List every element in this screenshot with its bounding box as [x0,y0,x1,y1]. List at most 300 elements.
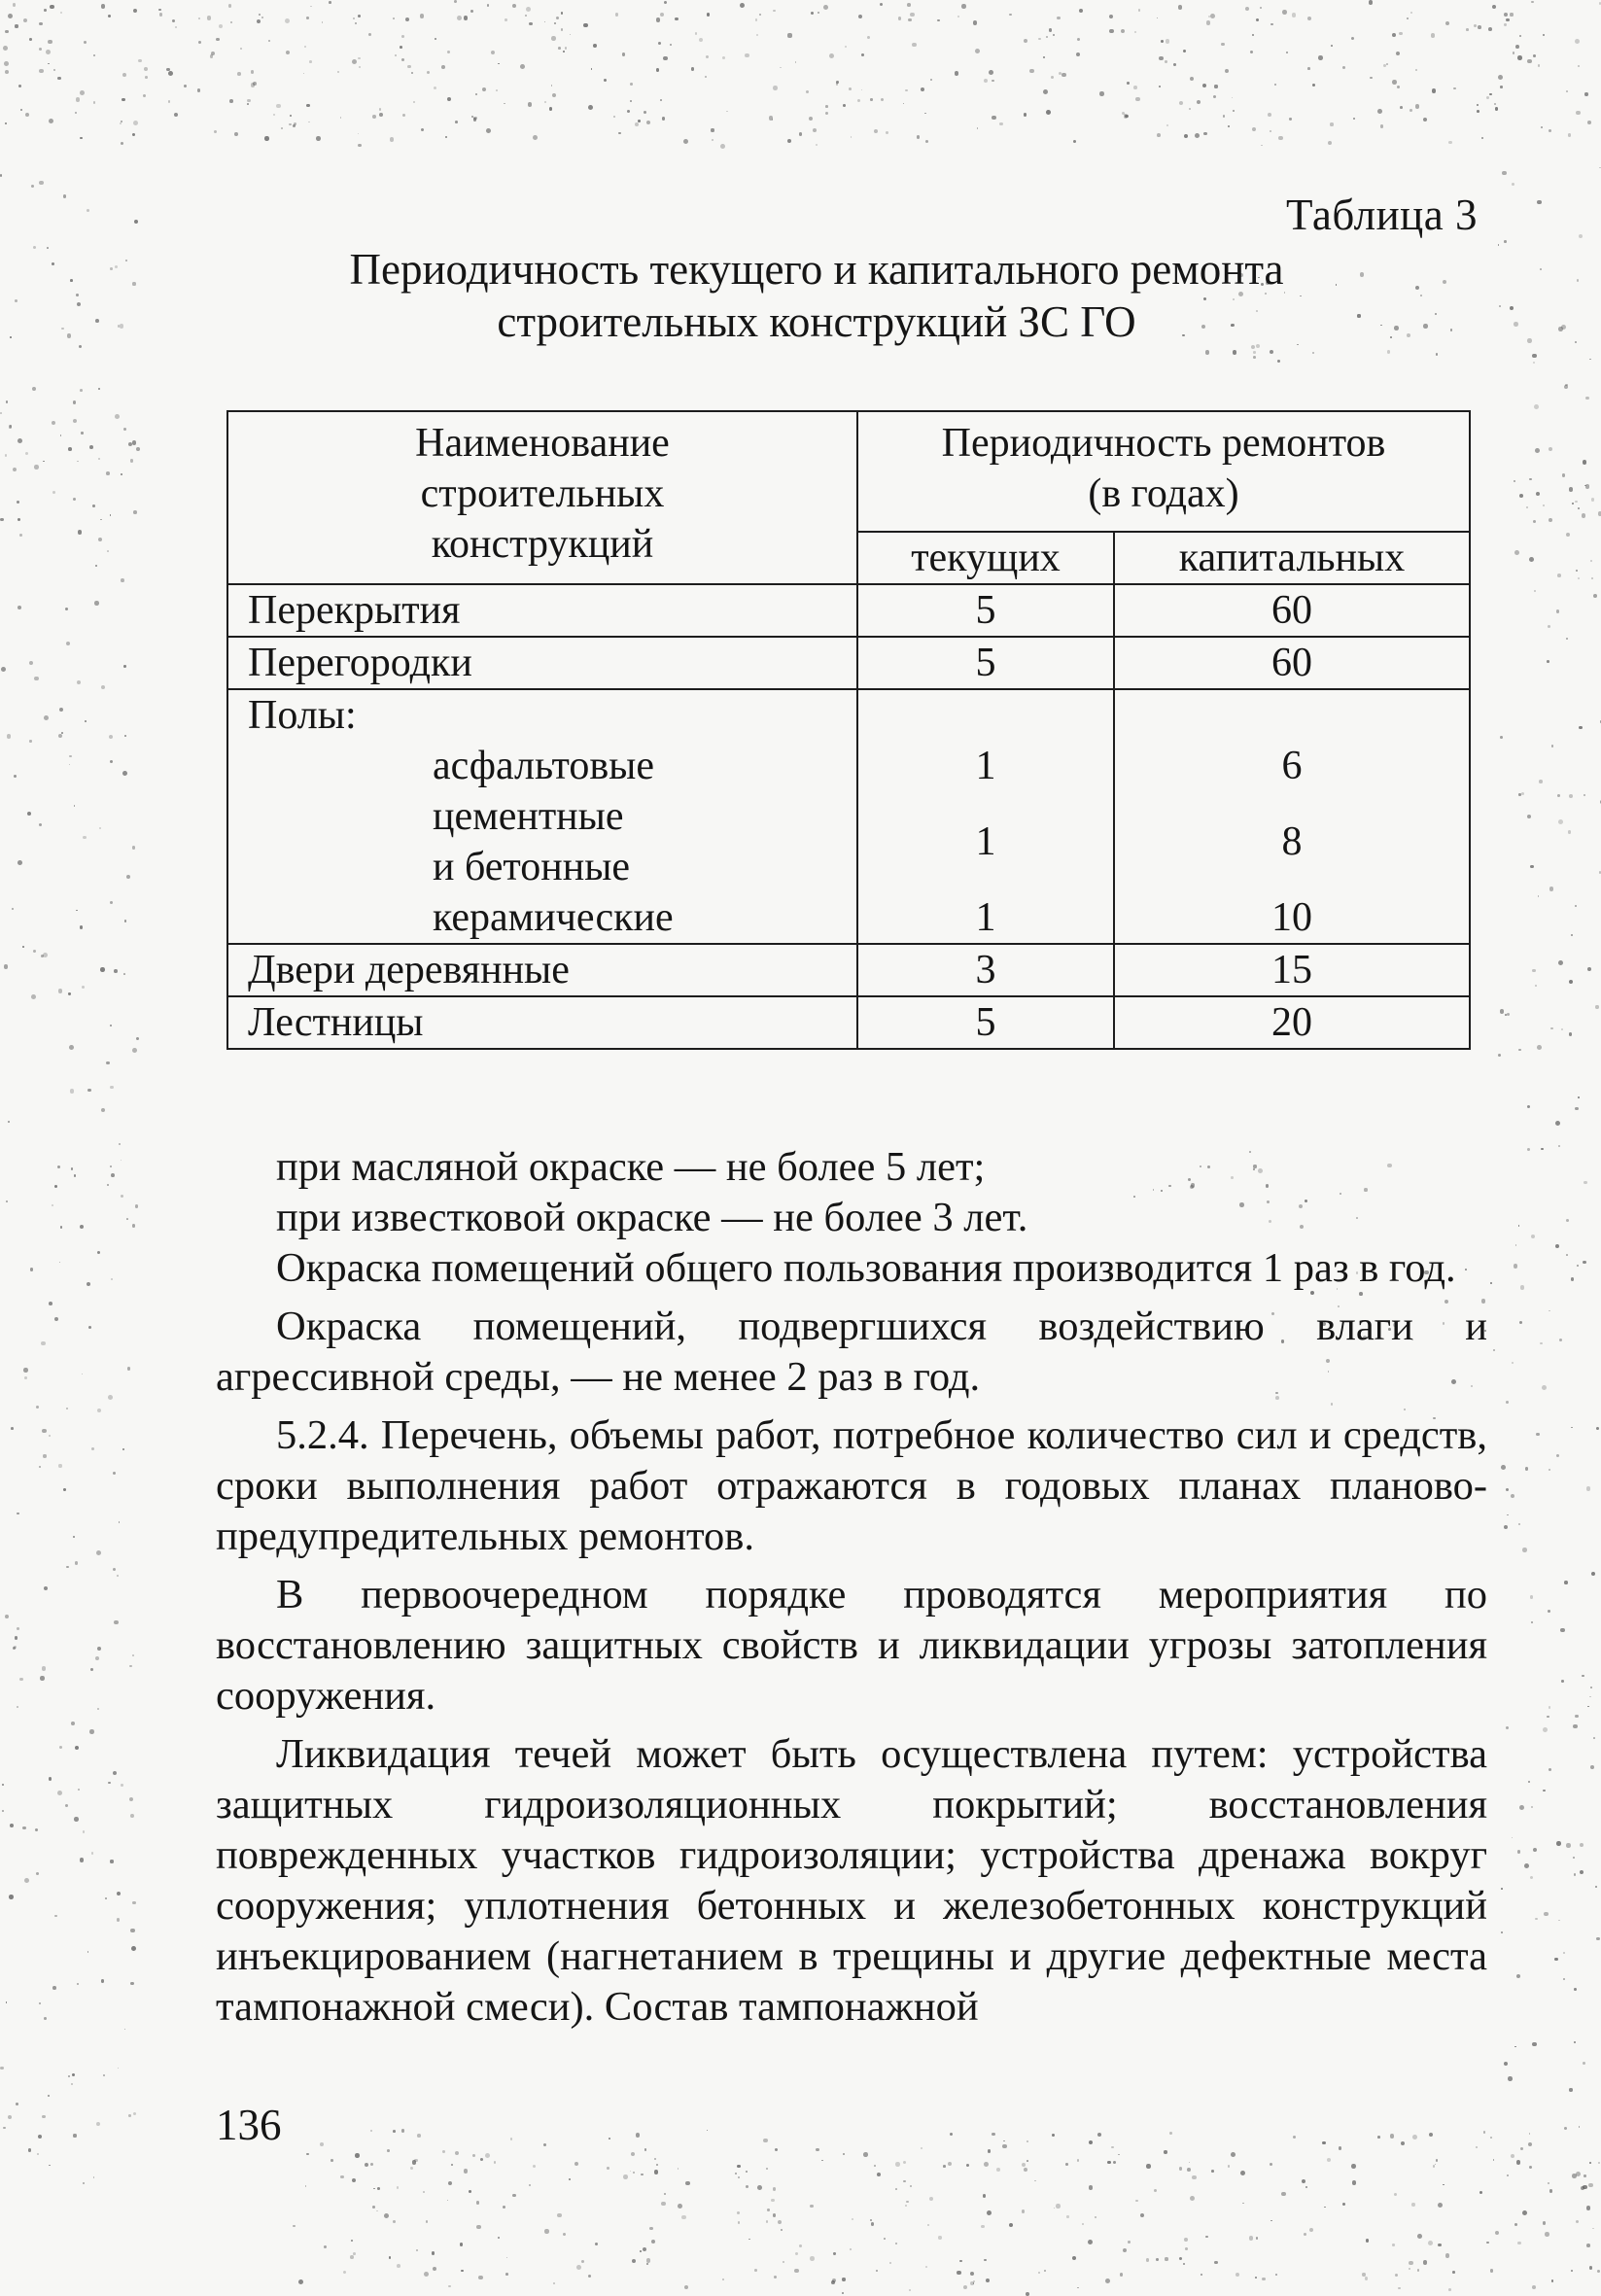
scan-speck [80,389,83,392]
scan-speck [1052,2134,1055,2137]
scan-speck [1566,1254,1568,1256]
scan-speck [907,3,911,7]
scan-speck [774,2276,778,2279]
scan-speck [33,950,36,953]
scan-speck [1537,200,1541,204]
scan-speck [1330,122,1333,125]
scan-speck [22,1826,26,1830]
scan-speck [73,2134,76,2137]
scan-speck [1407,17,1409,19]
scan-speck [996,2168,1000,2172]
scan-speck [376,2210,378,2212]
scan-speck [1590,560,1592,562]
scan-speck [8,1121,10,1123]
scan-speck [707,2130,709,2132]
scan-speck [89,445,93,449]
scan-speck [1524,1863,1529,1868]
scan-speck [5,454,8,457]
scan-speck [1587,1706,1589,1708]
row-capital: 60 [1114,637,1470,689]
scan-speck [695,32,697,34]
scan-speck [810,2256,815,2261]
scan-speck [1366,2239,1369,2242]
scan-speck [1328,141,1332,145]
scan-speck [389,2256,392,2259]
scan-speck [963,2285,967,2289]
scan-speck [1307,67,1310,70]
scan-speck [1121,29,1126,34]
scan-speck [1540,268,1542,270]
scan-speck [410,2167,413,2170]
scan-speck [823,5,828,10]
scan-speck [1569,980,1574,985]
scan-speck [83,1830,86,1833]
scan-speck [101,4,106,9]
scan-speck [1542,1385,1547,1390]
scan-speck [929,2197,933,2201]
scan-speck [423,2191,425,2193]
scan-speck [1253,356,1256,359]
floors-current: 1 1 1 [857,689,1114,944]
scan-speck [39,1466,41,1468]
scan-speck [1549,447,1552,451]
header-capital: капитальных [1114,532,1470,584]
scan-speck [1507,1514,1509,1516]
scan-speck [722,2279,724,2280]
scan-speck [1498,75,1503,80]
scan-speck [24,1878,29,1883]
scan-speck [22,946,24,948]
scan-speck [3,46,8,51]
scan-speck [372,115,376,119]
scan-speck [49,2165,51,2167]
scan-speck [1535,985,1537,987]
scan-speck [576,2265,581,2270]
scan-speck [108,1782,111,1785]
scan-speck [863,2152,867,2156]
scan-speck [908,18,911,21]
scan-speck [1312,84,1315,87]
scan-speck [528,102,533,107]
scan-speck [909,2289,911,2291]
scan-speck [87,1089,91,1093]
scan-speck [1109,15,1113,18]
scan-speck [506,2257,508,2259]
scan-speck [1500,736,1503,739]
scan-speck [678,2204,682,2209]
scan-speck [1432,88,1437,93]
scan-speck [1184,134,1188,138]
scan-speck [525,15,527,17]
scan-speck [1501,1465,1506,1470]
scan-speck [1396,52,1400,55]
scan-speck [910,2185,912,2187]
scan-speck [172,19,176,23]
scan-speck [1307,17,1311,20]
scan-speck [353,17,355,19]
scan-speck [644,2148,647,2151]
scan-speck [498,63,500,65]
scan-speck [1387,350,1391,354]
scan-speck [47,247,49,249]
scan-speck [512,4,516,8]
scan-speck [329,1,331,4]
scan-speck [219,24,223,28]
scan-speck [1312,352,1314,354]
scan-speck [1256,18,1259,21]
scan-speck [401,2129,405,2133]
scan-speck [1486,2242,1489,2244]
scan-speck [1526,506,1528,508]
scan-speck [87,1951,89,1953]
scan-speck [1529,478,1532,481]
scan-speck [498,2237,500,2239]
scan-speck [8,14,13,18]
scan-speck [1410,109,1412,112]
scan-speck [1111,2146,1114,2149]
scan-speck [1511,2154,1514,2158]
scan-speck [1286,52,1288,53]
scan-speck [95,319,99,323]
scan-speck [122,771,127,776]
scan-speck [1597,2270,1600,2273]
scan-speck [1205,350,1210,355]
scan-speck [842,2278,845,2280]
scan-speck [986,2279,990,2282]
scan-speck [131,1946,136,1951]
scan-speck [1038,2272,1040,2274]
scan-speck [70,279,73,282]
scan-speck [130,1982,134,1986]
scan-speck [75,112,77,114]
scan-speck [746,2171,748,2173]
scan-speck [447,51,450,53]
scan-speck [1529,2133,1531,2135]
scan-speck [938,2236,941,2239]
scan-speck [1423,324,1427,328]
scan-speck [1512,1837,1514,1839]
scan-speck [927,2224,929,2226]
scan-speck [992,116,996,121]
scan-speck [1146,2258,1150,2262]
scan-speck [503,2206,505,2209]
scan-speck [166,68,169,71]
scan-speck [1453,87,1456,90]
scan-speck [73,1536,75,1538]
scan-speck [1492,5,1496,9]
scan-speck [355,22,357,24]
scan-speck [1386,63,1388,65]
scan-speck [13,468,17,471]
scan-speck [39,2002,41,2004]
scan-speck [1543,34,1545,36]
scan-speck [825,112,828,115]
scan-speck [15,299,17,302]
scan-speck [1365,2277,1369,2280]
scan-speck [76,97,81,102]
scan-speck [126,1218,128,1220]
scan-speck [132,1901,135,1904]
scan-speck [17,860,22,865]
scan-speck [1252,127,1256,131]
scan-speck [646,121,651,125]
scan-speck [0,518,4,522]
scan-speck [432,2251,435,2255]
scan-speck [433,2267,436,2271]
scan-speck [122,73,126,77]
scan-speck [766,2220,769,2223]
scan-speck [1548,1610,1550,1613]
scan-speck [1533,54,1536,57]
scan-speck [1231,2152,1236,2157]
scan-speck [273,114,275,116]
scan-speck [561,28,563,30]
scan-speck [97,1251,100,1254]
scan-speck [1331,45,1333,47]
scan-speck [1517,55,1522,60]
scan-speck [92,504,95,507]
scan-speck [268,40,270,42]
scan-speck [494,2161,496,2163]
scan-speck [903,2161,906,2164]
scan-speck [129,1797,133,1801]
scan-speck [29,740,31,742]
scan-speck [1584,1181,1587,1185]
scan-speck [1493,2159,1495,2161]
scan-speck [1249,2236,1254,2241]
scan-speck [133,2112,136,2115]
scan-speck [992,2133,994,2136]
scan-speck [16,2103,18,2105]
scan-speck [1535,448,1540,453]
scan-speck [1498,1054,1501,1057]
scan-speck [261,17,263,18]
scan-speck [740,3,745,8]
scan-speck [1593,594,1598,599]
scan-speck [39,181,43,185]
scan-speck [906,2201,909,2204]
scan-speck [426,2220,429,2223]
scan-speck [1113,2161,1116,2164]
scan-speck [106,471,110,475]
scan-speck [216,38,220,42]
scan-speck [1146,2164,1150,2168]
scan-speck [340,2175,343,2178]
scan-speck [1409,2268,1410,2270]
scan-speck [401,58,404,61]
scan-speck [121,1160,122,1162]
row-capital: 20 [1114,996,1470,1049]
scan-speck [778,2220,782,2224]
scan-speck [1593,1737,1595,1739]
scan-speck [117,1918,121,1922]
scan-speck [595,2243,598,2245]
scan-speck [310,6,312,8]
scan-speck [1548,625,1551,629]
scan-speck [1046,36,1048,38]
scan-speck [14,1646,17,1649]
scan-speck [984,2259,986,2261]
scan-speck [615,13,619,17]
scan-speck [1549,1768,1552,1772]
scan-speck [97,1409,101,1412]
scan-speck [1520,2147,1523,2150]
scan-speck [1549,1469,1550,1471]
scan-speck [1527,815,1531,818]
scan-speck [1513,52,1514,53]
scan-speck [912,43,917,48]
scan-speck [1556,1841,1560,1845]
scan-speck [1595,1886,1597,1888]
scan-speck [133,510,137,514]
scan-speck [1507,1013,1510,1016]
scan-speck [558,47,561,50]
scan-speck [358,144,362,148]
scan-speck [259,14,261,16]
scan-speck [1519,1805,1524,1810]
scan-speck [90,1668,93,1671]
scan-speck [1566,90,1568,92]
scan-speck [77,461,79,463]
scan-speck [1415,104,1420,109]
scan-speck [1543,2221,1546,2224]
scan-speck [1583,2062,1585,2065]
scan-speck [98,538,102,541]
scan-speck [773,2213,777,2217]
scan-speck [678,2168,679,2170]
scan-speck [1165,60,1167,63]
scan-speck [1543,504,1545,506]
scan-speck [473,118,476,121]
scan-speck [1534,404,1539,409]
scan-speck [39,48,42,51]
scan-speck [781,2229,783,2231]
scan-speck [471,116,473,118]
scan-speck [57,1165,60,1168]
scan-speck [306,104,310,108]
scan-speck [352,2178,356,2182]
scan-speck [1228,2165,1230,2167]
scan-speck [921,87,924,91]
scan-speck [607,2167,609,2170]
scan-speck [1558,960,1563,965]
scan-speck [1477,110,1479,113]
scan-speck [1504,13,1508,17]
scan-speck [68,447,72,451]
paragraph: Окраска помещений, подвергшихся воздействию влаги и агрессивной среды, — не менее 2 раз в год. [216,1302,1487,1403]
scan-speck [552,93,556,97]
scan-speck [843,2153,846,2156]
scan-speck [1589,2266,1592,2269]
scan-speck [613,116,615,118]
scan-speck [1575,341,1577,343]
scan-speck [973,20,978,25]
scan-speck [1450,329,1453,331]
scan-speck [1575,905,1577,907]
scan-speck [59,1746,62,1749]
scan-speck [71,1167,74,1170]
scan-speck [1179,2167,1183,2171]
scan-speck [1589,1696,1591,1698]
scan-speck [121,473,122,475]
scan-speck [1197,100,1201,104]
scan-speck [1305,2186,1308,2189]
scan-speck [1270,2220,1272,2222]
scan-speck [1564,2127,1567,2130]
scan-speck [1304,2233,1307,2237]
scan-speck [955,71,958,75]
scan-speck [544,2229,548,2233]
scan-speck [42,2115,46,2119]
scan-speck [1003,2140,1005,2142]
scan-speck [1515,1244,1517,1246]
floors-capital: 6 8 10 [1114,689,1470,944]
scan-speck [121,1195,123,1198]
scan-speck [1522,1548,1527,1552]
scan-speck [1292,13,1297,17]
scan-speck [1532,354,1537,359]
scan-speck [1173,63,1176,66]
scan-speck [699,38,703,42]
scan-speck [276,104,280,108]
paragraph: В первоочередном порядке проводятся мероприятия по восстановлению защитных свойств и ликвидации угрозы затопления сооружения. [216,1570,1487,1722]
scan-speck [1511,1494,1514,1498]
scan-speck [1516,1974,1520,1978]
scan-speck [65,1804,68,1807]
scan-speck [393,2220,396,2223]
scan-speck [1544,1912,1549,1917]
scan-speck [19,1678,22,1681]
scan-speck [658,42,662,46]
scan-speck [1009,14,1012,17]
scan-speck [207,16,212,20]
scan-speck [1502,171,1506,175]
scan-speck [1516,2160,1520,2164]
scan-speck [306,17,309,19]
repair-periodicity-table [226,410,1471,1050]
scan-speck [1514,322,1518,327]
scan-speck [738,2221,740,2223]
scan-speck [1578,1096,1580,1098]
scan-speck [1501,1931,1503,1933]
scan-speck [1555,1121,1560,1126]
scan-speck [1097,2133,1101,2137]
scan-speck [60,1226,63,1229]
scan-speck [281,127,283,129]
scan-speck [293,124,296,127]
scan-speck [1547,660,1549,663]
scan-speck [651,2240,655,2244]
scan-speck [1154,2189,1157,2192]
scan-speck [1514,2046,1516,2048]
scan-speck [65,608,68,610]
scan-speck [1201,2274,1202,2276]
scan-speck [36,1406,39,1409]
scan-speck [1164,2150,1166,2153]
scan-speck [69,755,72,758]
scan-speck [1529,2166,1532,2169]
scan-speck [100,967,105,972]
scan-speck [121,142,123,145]
scan-speck [1575,39,1580,44]
scan-speck [159,13,163,17]
scan-speck [903,103,905,105]
row-current: 5 [857,996,1114,1049]
scan-speck [442,2150,445,2153]
scan-speck [1082,2223,1084,2225]
row-capital: 60 [1114,584,1470,637]
scan-speck [98,458,100,460]
